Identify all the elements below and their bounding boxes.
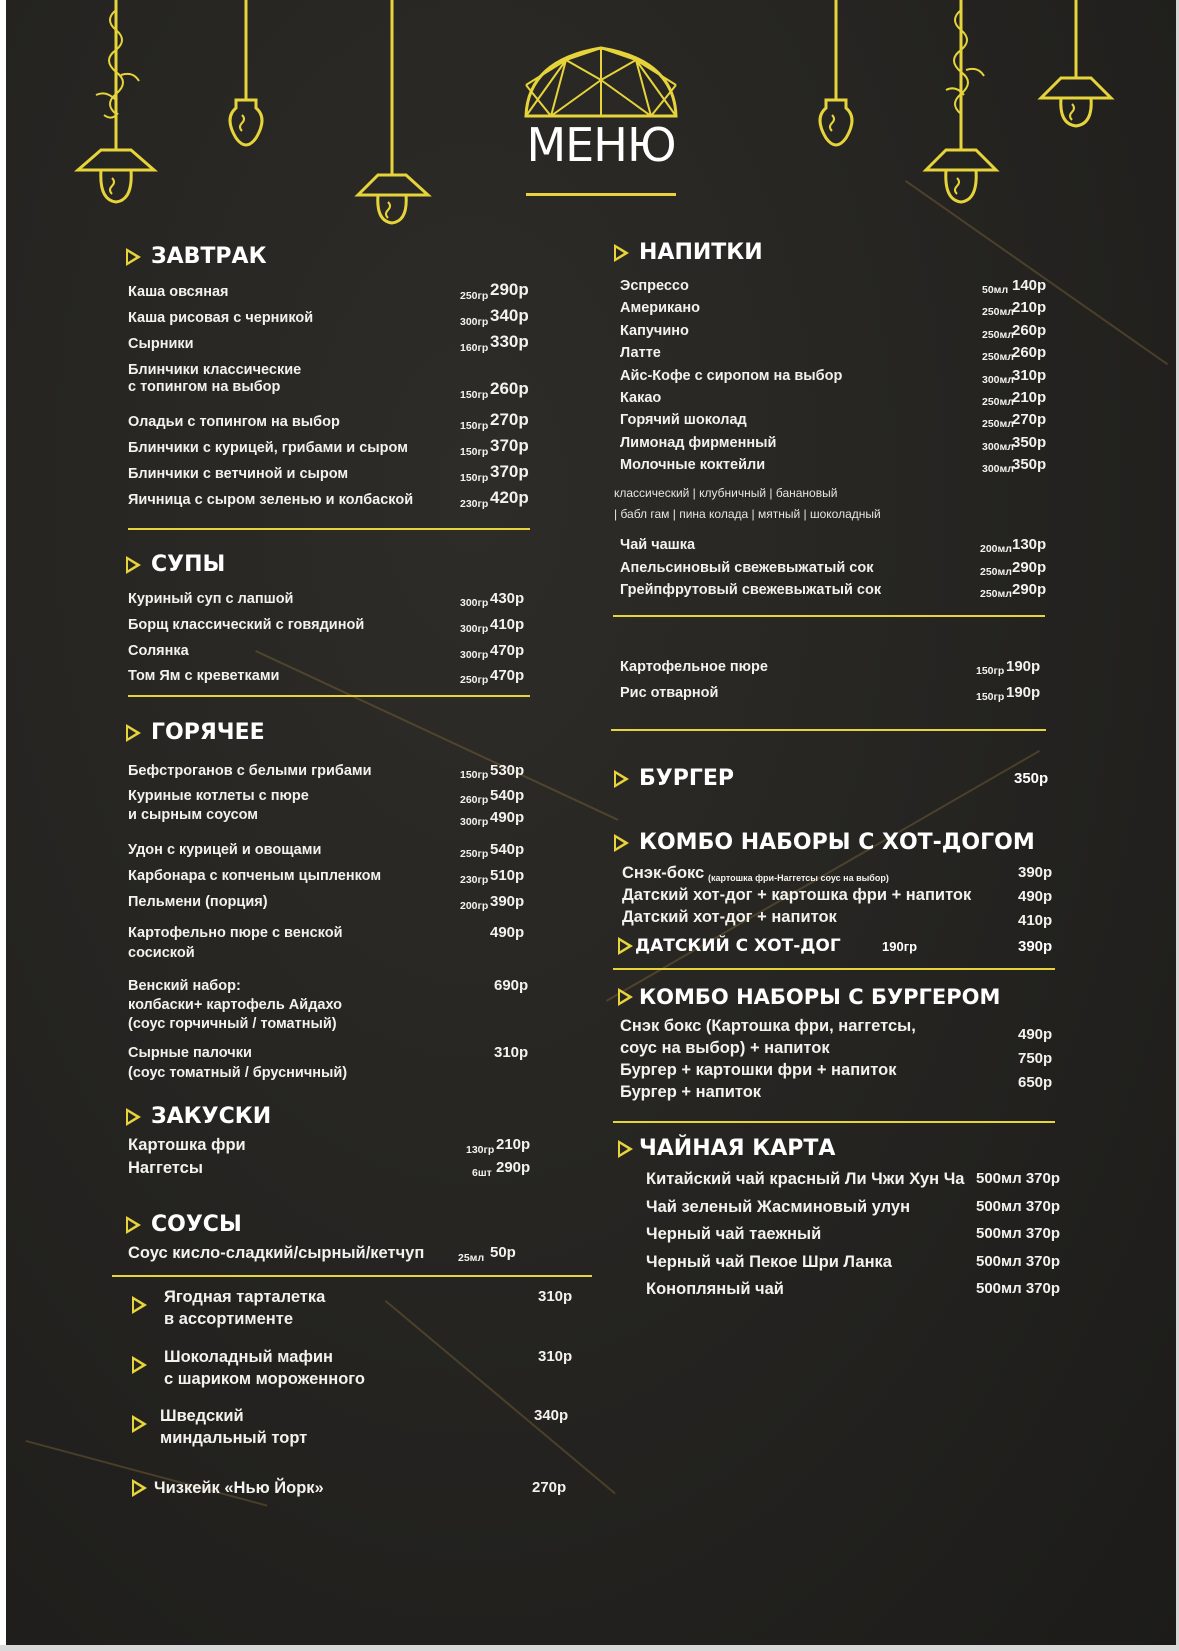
item-name: Венский набор: xyxy=(128,978,241,994)
item-price: 500мл 370р xyxy=(976,1225,1061,1242)
item-name: Блинчики с ветчиной и сыром xyxy=(128,466,349,482)
menu-item xyxy=(128,787,538,827)
section-title: ЧАЙНАЯ КАРТА xyxy=(639,1136,836,1161)
item-name: Молочные коктейли xyxy=(620,457,766,474)
item-weight: 300мл xyxy=(982,440,1014,453)
section-header-soups xyxy=(126,552,225,577)
item-price: 270р xyxy=(532,1479,567,1496)
section-header-snacks xyxy=(126,1104,271,1129)
section-header-combo-hotdog xyxy=(614,830,1035,855)
section-divider xyxy=(128,528,530,530)
item-price: 370р xyxy=(490,462,529,481)
item-price: 410р xyxy=(1018,912,1053,929)
item-name: Чизкейк «Нью Йорк» xyxy=(154,1479,324,1497)
desc-line: Снэк бокс (Картошка фри, наггетсы, xyxy=(620,1017,916,1035)
section-divider xyxy=(613,1121,1055,1123)
item-name: Сырные палочки xyxy=(128,1045,252,1061)
item-weight: 250гр xyxy=(460,290,489,302)
item-name: Картошка фри xyxy=(128,1136,246,1154)
item-price: 260р xyxy=(1012,344,1047,362)
item-name: Пельмени (порция) xyxy=(128,894,268,910)
item-price: 340р xyxy=(534,1407,569,1424)
section-header-danish-hotdog xyxy=(618,936,1058,956)
dessert-item xyxy=(128,1288,578,1332)
item-price: 210р xyxy=(1012,389,1047,406)
section-title: ГОРЯЧЕЕ xyxy=(151,720,265,745)
item-name: Капучино xyxy=(620,322,689,339)
item-price: 290р xyxy=(496,1159,531,1176)
triangle-bullet-icon xyxy=(126,248,141,266)
item-name: Какао xyxy=(620,390,662,406)
section-title: НАПИТКИ xyxy=(639,240,763,265)
item-weight: 130гр xyxy=(466,1144,495,1156)
item-name: Эспрессо xyxy=(620,278,689,294)
item-price: 350р xyxy=(1012,433,1047,451)
desc-line: Бургер + картошки фри + напиток xyxy=(620,1061,897,1079)
item-name: Американо xyxy=(620,300,700,317)
section-title: КОМБО НАБОРЫ С ХОТ-ДОГОМ xyxy=(639,830,1035,855)
item-price: 500мл 370р xyxy=(976,1197,1061,1215)
triangle-bullet-icon xyxy=(126,724,141,742)
item-price: 490р xyxy=(1018,888,1053,905)
item-name: Каша рисовая с черникой xyxy=(128,310,314,326)
item-name-line2: колбаски+ картофель Айдахо xyxy=(128,997,343,1013)
item-price: 210р xyxy=(496,1136,531,1153)
triangle-bullet-icon xyxy=(618,1140,633,1158)
section-title: ДАТСКИЙ С ХОТ-ДОГ xyxy=(635,936,841,956)
item-name: Черный чай таежный xyxy=(646,1225,822,1243)
item-weight: 150гр xyxy=(460,769,489,781)
item-price: 260р xyxy=(1012,321,1047,339)
section-header-burger xyxy=(614,766,1054,791)
menu-page xyxy=(6,0,1176,1645)
item-weight: 50мл xyxy=(982,284,1009,296)
section-header-sauces xyxy=(126,1212,242,1237)
item-name: Чай зеленый Жасминовый улун xyxy=(646,1197,911,1216)
item-name: Датский хот-дог + напиток xyxy=(622,908,837,926)
item-name-line2: сосиской xyxy=(128,945,195,961)
triangle-bullet-icon xyxy=(132,1479,147,1497)
item-price: 260р xyxy=(490,379,529,398)
desc-line: соус на выбор) + напиток xyxy=(620,1039,830,1057)
item-name: Соус кисло-сладкий/сырный/кетчуп xyxy=(128,1244,425,1262)
item-weight: 250мл xyxy=(982,396,1014,408)
item-name: Солянка xyxy=(128,643,189,659)
item-name-line3: (соус горчичный / томатный) xyxy=(128,1016,337,1032)
triangle-bullet-icon xyxy=(618,988,633,1006)
triangle-bullet-icon xyxy=(614,770,629,788)
item-weight: 250мл xyxy=(982,306,1014,319)
item-price: 140р xyxy=(1012,277,1047,294)
shake-flavors-line1: классический | клубничный | банановый xyxy=(614,486,838,500)
item-price: 490р xyxy=(490,924,525,941)
item-name: Ягодная тарталетка xyxy=(164,1288,326,1306)
item-weight: 300гр xyxy=(460,816,489,828)
item-weight: 300мл xyxy=(982,463,1014,476)
item-name: Куриный суп с лапшой xyxy=(128,591,294,607)
item-price: 490р xyxy=(490,809,525,826)
section-divider xyxy=(112,1275,592,1277)
item-price: 390р xyxy=(1018,937,1053,955)
item-weight: 300гр xyxy=(460,623,489,635)
item-price: 310р xyxy=(1012,366,1047,384)
item-name: Каша овсяная xyxy=(128,284,229,300)
item-price: 500мл 370р xyxy=(976,1252,1061,1270)
item-name: Блинчики с курицей, грибами и сыром xyxy=(128,440,408,456)
item-price: 290р xyxy=(1012,558,1047,576)
item-name-line2: в ассортименте xyxy=(164,1310,294,1328)
page-edge xyxy=(0,1645,1179,1651)
section-divider xyxy=(613,615,1045,617)
item-name: Грейпфрутовый свежевыжатый сок xyxy=(620,582,882,598)
item-weight: 150гр xyxy=(976,691,1005,703)
item-name: Шоколадный мафин xyxy=(164,1348,333,1366)
item-weight: 200мл xyxy=(980,543,1012,555)
item-price: 540р xyxy=(490,841,525,858)
item-name: Датский хот-дог + картошка фри + напиток xyxy=(622,886,972,904)
item-name: Наггетсы xyxy=(128,1159,203,1177)
item-price: 500мл 370р xyxy=(976,1170,1061,1187)
item-price: 690р xyxy=(494,977,529,994)
dessert-item xyxy=(128,1407,578,1451)
item-price: 330р xyxy=(490,332,529,351)
item-name: Карбонара с копченым цыпленком xyxy=(128,868,382,884)
item-name: Яичница с сыром зеленью и колбаской xyxy=(128,492,414,508)
item-price: 470р xyxy=(490,642,525,659)
page-title: МЕНЮ xyxy=(526,118,676,172)
item-name: Чай чашка xyxy=(620,537,696,553)
item-name: Бефстроганов с белыми грибами xyxy=(128,763,372,779)
item-name: Рис отварной xyxy=(620,685,719,701)
item-weight: 300гр xyxy=(460,649,489,661)
item-price: 310р xyxy=(538,1288,573,1305)
item-price: 530р xyxy=(490,762,525,779)
item-price: 470р xyxy=(490,667,525,684)
item-price: 430р xyxy=(490,590,525,607)
section-title: ЗАВТРАК xyxy=(151,244,267,269)
item-weight: 250гр xyxy=(460,674,489,686)
shake-flavors-line2: | бабл гам | пина колада | мятный | шоколадный xyxy=(614,507,881,521)
section-title: ЗАКУСКИ xyxy=(151,1104,272,1129)
item-weight: 25мл xyxy=(458,1252,485,1264)
item-price: 370р xyxy=(490,436,529,455)
triangle-bullet-icon xyxy=(614,244,629,262)
item-price: 650р xyxy=(1018,1074,1053,1091)
section-divider xyxy=(613,968,1055,970)
triangle-bullet-icon xyxy=(132,1415,147,1433)
item-weight: 250гр xyxy=(460,848,489,860)
item-name: Снэк-бокс xyxy=(622,864,705,882)
item-name: Китайский чай красный Ли Чжи Хун Ча xyxy=(646,1170,965,1188)
item-weight: 250мл xyxy=(982,351,1014,364)
triangle-bullet-icon xyxy=(618,937,633,955)
item-weight: 300гр xyxy=(460,597,489,609)
section-title: КОМБО НАБОРЫ С БУРГЕРОМ xyxy=(639,985,1001,1009)
item-name: Лимонад фирменный xyxy=(620,434,777,451)
item-weight: 300гр xyxy=(460,316,489,328)
section-header-combo-burger xyxy=(618,985,1000,1009)
item-price: 390р xyxy=(1018,864,1053,881)
menu-item xyxy=(128,361,538,401)
item-weight: 250мл xyxy=(980,565,1012,578)
item-price: 270р xyxy=(490,410,529,429)
item-name: Черный чай Пекое Шри Ланка xyxy=(646,1252,892,1271)
item-weight: 230гр xyxy=(460,874,489,886)
item-price: 190р xyxy=(1006,658,1041,675)
section-divider xyxy=(611,729,1046,731)
item-weight: 230гр xyxy=(460,498,489,510)
item-price: 290р xyxy=(1012,581,1047,598)
item-price: 540р xyxy=(490,787,525,804)
item-name: Апельсиновый свежевыжатый сок xyxy=(620,559,874,576)
title-underline xyxy=(526,193,676,196)
item-name: Борщ классический с говядиной xyxy=(128,617,365,633)
triangle-bullet-icon xyxy=(126,1216,141,1234)
item-price: 490р xyxy=(1018,1026,1053,1043)
item-price: 290р xyxy=(490,280,529,299)
item-weight: 190гр xyxy=(882,939,918,954)
item-price: 210р xyxy=(1012,299,1047,317)
item-note: (картошка фри-Наггетсы соус на выбор) xyxy=(708,873,889,883)
item-weight: 250мл xyxy=(980,588,1012,600)
dessert-item xyxy=(128,1348,578,1392)
item-weight: 200гр xyxy=(460,900,489,912)
item-weight: 6шт xyxy=(472,1167,492,1179)
item-weight: 250мл xyxy=(982,418,1014,431)
item-name-line2: миндальный торт xyxy=(160,1429,308,1447)
item-price: 750р xyxy=(1018,1050,1053,1067)
item-price: 350р xyxy=(1014,770,1049,787)
item-price: 410р xyxy=(490,616,525,633)
item-name: Удон с курицей и овощами xyxy=(128,842,322,858)
desc-line: Бургер + напиток xyxy=(620,1083,762,1101)
item-weight: 150гр xyxy=(460,472,489,484)
section-header-drinks xyxy=(614,240,763,265)
item-weight: 160гр xyxy=(460,342,489,354)
triangle-bullet-icon xyxy=(614,834,629,852)
item-price: 340р xyxy=(490,306,529,325)
item-weight: 150гр xyxy=(460,446,489,458)
item-name: Картофельно пюре с венской xyxy=(128,925,343,941)
item-price: 500мл 370р xyxy=(976,1280,1061,1297)
menu-item xyxy=(128,977,538,1037)
section-header-tea xyxy=(618,1136,835,1161)
item-price: 50р xyxy=(490,1244,516,1261)
item-price: 190р xyxy=(1006,684,1041,701)
item-price: 510р xyxy=(490,867,525,884)
item-name-line2: и сырным соусом xyxy=(128,807,259,823)
item-name: Блинчики классические xyxy=(128,362,302,378)
triangle-bullet-icon xyxy=(132,1356,147,1374)
section-header-breakfast xyxy=(126,244,267,269)
item-weight: 250мл xyxy=(982,328,1014,341)
item-name: Латте xyxy=(620,345,661,362)
item-name: Конопляный чай xyxy=(646,1280,784,1298)
item-price: 270р xyxy=(1012,411,1047,429)
item-name-line2: с топингом на выбор xyxy=(128,379,281,395)
item-weight: 150гр xyxy=(460,420,489,432)
triangle-bullet-icon xyxy=(126,1108,141,1126)
item-name: Куриные котлеты с пюре xyxy=(128,788,309,804)
item-name-line2: (соус томатный / брусничный) xyxy=(128,1065,348,1081)
item-price: 420р xyxy=(490,488,529,507)
item-price: 390р xyxy=(490,893,525,910)
item-name: Оладьи с топингом на выбор xyxy=(128,414,340,430)
section-title: СОУСЫ xyxy=(151,1212,242,1237)
section-header-hot xyxy=(126,720,265,745)
item-name: Том Ям с креветками xyxy=(128,668,280,684)
item-weight: 150гр xyxy=(976,665,1005,677)
item-price: 130р xyxy=(1012,536,1047,553)
item-price: 310р xyxy=(494,1044,529,1061)
item-name: Горячий шоколад xyxy=(620,412,747,429)
item-weight: 260гр xyxy=(460,794,489,806)
item-name: Сырники xyxy=(128,336,194,352)
section-title: СУПЫ xyxy=(151,552,226,577)
menu-item xyxy=(128,1044,538,1084)
item-name: Шведский xyxy=(160,1407,244,1425)
section-title: БУРГЕР xyxy=(639,766,735,791)
item-price: 310р xyxy=(538,1348,573,1365)
item-weight: 150гр xyxy=(460,389,489,401)
menu-item xyxy=(128,924,538,964)
item-name: Картофельное пюре xyxy=(620,659,768,675)
combo-burger-desc xyxy=(620,1017,1060,1105)
item-weight: 300мл xyxy=(982,373,1014,386)
triangle-bullet-icon xyxy=(126,556,141,574)
item-name: Айс-Кофе с сиропом на выбор xyxy=(620,367,843,384)
section-divider xyxy=(128,695,530,697)
item-name-line2: с шариком мороженного xyxy=(164,1370,366,1388)
triangle-bullet-icon xyxy=(132,1296,147,1314)
item-price: 350р xyxy=(1012,456,1047,474)
